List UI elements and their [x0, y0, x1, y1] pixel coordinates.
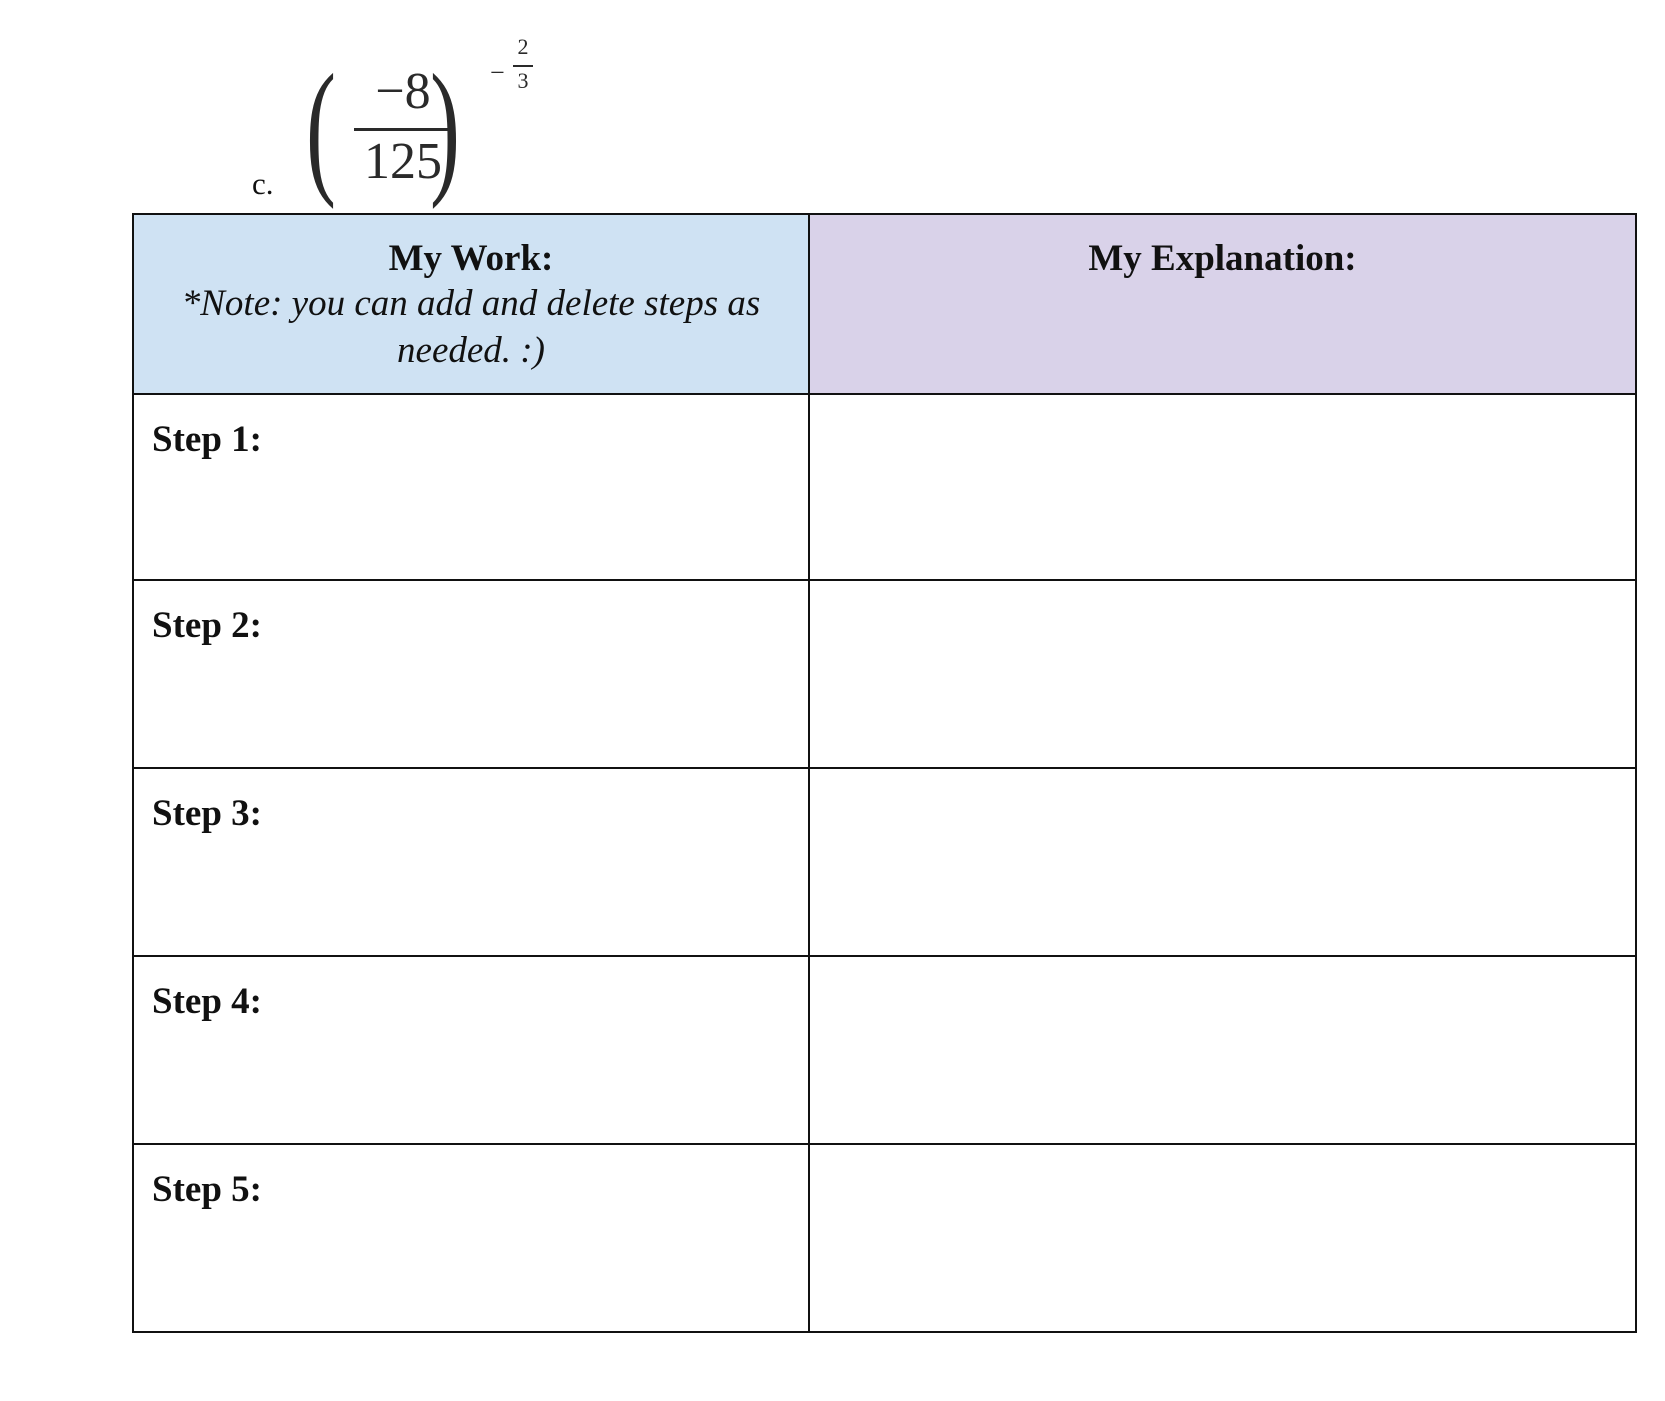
table-row	[133, 956, 1636, 1144]
exponent-denominator: 3	[517, 68, 529, 93]
step-3-explanation-cell[interactable]	[809, 768, 1636, 956]
exponent-numerator: 2	[517, 34, 529, 59]
left-parenthesis: (	[306, 44, 336, 210]
work-explanation-table	[132, 213, 1637, 1333]
step-1-label: Step 1:	[152, 419, 262, 460]
step-1-explanation-cell[interactable]	[809, 394, 1636, 580]
step-4-work-cell[interactable]	[133, 956, 809, 1144]
table-row	[133, 394, 1636, 580]
step-4-explanation-cell[interactable]	[809, 956, 1636, 1144]
my-work-title: My Work:	[388, 238, 554, 279]
exponent-fraction-bar	[513, 65, 533, 67]
table-row	[133, 1144, 1636, 1332]
step-3-work-cell[interactable]	[133, 768, 809, 956]
math-expression	[306, 30, 566, 210]
my-explanation-header	[809, 214, 1636, 394]
exponent-sign: −	[490, 58, 505, 87]
right-parenthesis: )	[430, 44, 460, 210]
step-2-explanation-cell[interactable]	[809, 580, 1636, 768]
base-numerator: −8	[375, 63, 431, 120]
step-4-label: Step 4:	[152, 981, 262, 1022]
table-header-row	[133, 214, 1636, 394]
table-row	[133, 580, 1636, 768]
my-explanation-title: My Explanation:	[1088, 238, 1357, 279]
problem-label: c.	[252, 166, 274, 201]
my-work-note: *Note: you can add and delete steps as needed. :)	[181, 283, 761, 371]
step-1-work-cell[interactable]	[133, 394, 809, 580]
base-denominator: 125	[364, 133, 442, 190]
step-2-label: Step 2:	[152, 605, 262, 646]
step-3-label: Step 3:	[152, 793, 262, 834]
step-2-work-cell[interactable]	[133, 580, 809, 768]
step-5-explanation-cell[interactable]	[809, 1144, 1636, 1332]
my-work-header	[133, 214, 809, 394]
step-5-work-cell[interactable]	[133, 1144, 809, 1332]
step-5-label: Step 5:	[152, 1169, 262, 1210]
table-row	[133, 768, 1636, 956]
